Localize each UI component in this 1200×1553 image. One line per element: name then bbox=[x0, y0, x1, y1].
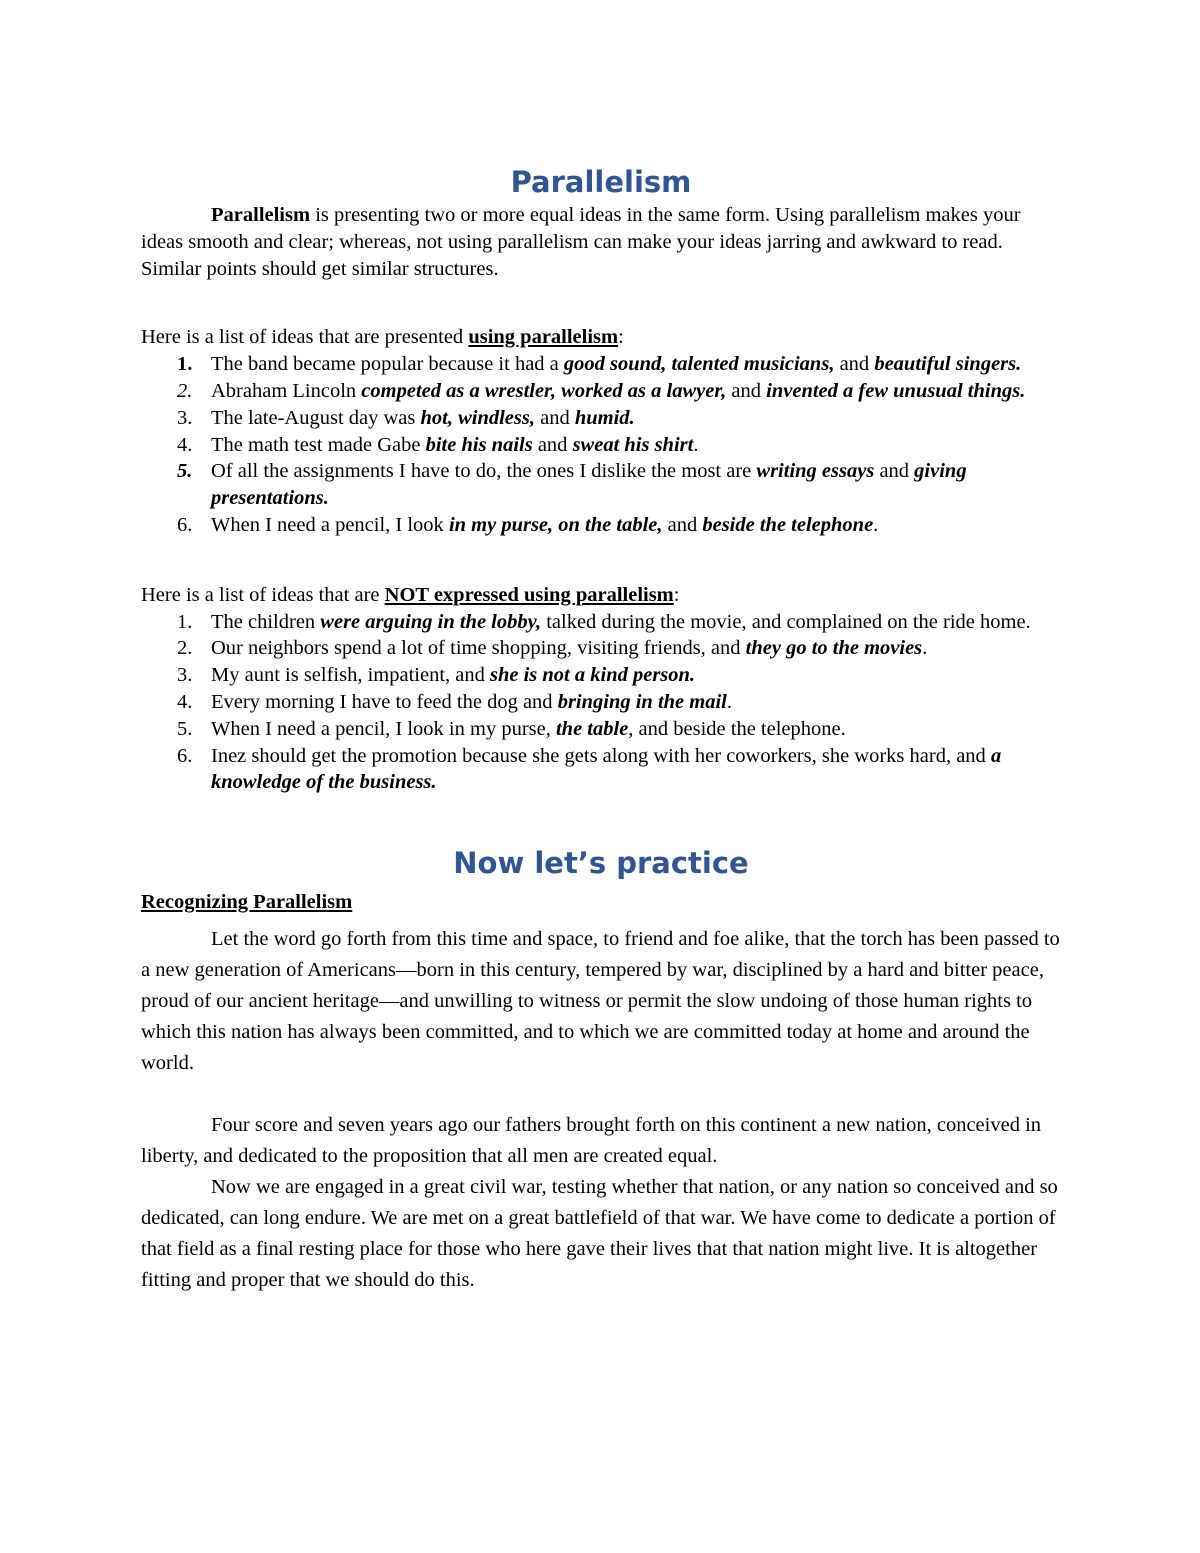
list-item-emphasis: invented a few unusual things. bbox=[766, 379, 1026, 402]
list-item-text: , and beside the telephone. bbox=[628, 717, 846, 740]
list-item bbox=[141, 609, 1061, 636]
list-item-text: Of all the assignments I have to do, the ones I dislike the most are bbox=[211, 460, 757, 483]
list-item-text: and bbox=[874, 460, 915, 483]
list-item bbox=[141, 432, 1061, 459]
list-item-emphasis: were arguing in the lobby, bbox=[320, 610, 542, 633]
list-item-text: The band became popular because it had a bbox=[211, 353, 564, 376]
list-item-text: The late-August day was bbox=[211, 406, 421, 429]
list-item-emphasis: sweat his shirt bbox=[572, 433, 694, 456]
intro-term: Parallelism bbox=[211, 204, 311, 226]
list-item-emphasis: they go to the movies bbox=[745, 637, 923, 660]
nonparallel-list bbox=[141, 609, 1061, 797]
nonparallel-list-emphasis: NOT expressed using parallelism bbox=[384, 583, 674, 606]
list-item-number: 1. bbox=[177, 610, 193, 633]
intro-paragraph bbox=[141, 202, 1061, 282]
list-item-text: talked during the movie, and complained on the ride home. bbox=[541, 610, 1031, 633]
list-item-text: When I need a pencil, I look bbox=[211, 513, 449, 536]
list-item bbox=[141, 689, 1061, 716]
list-item bbox=[141, 512, 1061, 539]
list-item-text: When I need a pencil, I look in my purse, bbox=[211, 717, 556, 740]
list-item-number: 5. bbox=[177, 717, 193, 740]
list-item-text: Our neighbors spend a lot of time shopping, visiting friends, and bbox=[211, 637, 746, 660]
list-item-number: 2. bbox=[177, 637, 193, 660]
list-item bbox=[141, 378, 1061, 405]
list-item bbox=[141, 743, 1061, 797]
list-item-emphasis: bringing in the mail bbox=[557, 690, 727, 713]
list-item-text: The children bbox=[211, 610, 321, 633]
list-item-text: and bbox=[535, 406, 575, 429]
practice-paragraph-1: Let the word go forth from this time and space, to friend and foe alike, that the torch has been passed to a new generation of Americans—born in this century, tempered by war, disciplined by a hard and bitter peace, proud of our ancient heritage—and unwilling to witness or permit the slow undoing of those human rights to which this nation has always been committed, and to which we are committed today at home and around the world. bbox=[141, 927, 1060, 1074]
list-item-number: 4. bbox=[177, 690, 193, 713]
list-item-emphasis: bite his nails bbox=[425, 433, 533, 456]
list-item-text: . bbox=[873, 513, 879, 536]
list-item bbox=[141, 405, 1061, 432]
list-item-text: and bbox=[726, 379, 767, 402]
list-item-emphasis: she is not a kind person. bbox=[490, 664, 696, 687]
document-content bbox=[141, 162, 1061, 1296]
list-item bbox=[141, 716, 1061, 743]
list-item-number: 3. bbox=[177, 664, 193, 687]
list-item-emphasis: good sound, talented musicians, bbox=[563, 353, 835, 376]
parallel-list-emphasis: using parallelism bbox=[468, 326, 619, 349]
list-item-text: and bbox=[662, 513, 703, 536]
nonparallel-list-lead: Here is a list of ideas that are bbox=[141, 583, 385, 606]
list-item-text: and bbox=[834, 353, 875, 376]
list-item-emphasis: humid. bbox=[574, 406, 635, 429]
parallel-list-lead: Here is a list of ideas that are presented bbox=[141, 326, 469, 349]
list-item-number: 5. bbox=[177, 460, 193, 483]
list-item bbox=[141, 635, 1061, 662]
list-item bbox=[141, 458, 1061, 512]
list-item-text: Abraham Lincoln bbox=[211, 379, 362, 402]
list-item-text: . bbox=[693, 433, 699, 456]
list-item-number: 2. bbox=[177, 379, 193, 402]
list-item-emphasis: competed as a wrestler, worked as a lawyer, bbox=[361, 379, 727, 402]
parallel-list bbox=[141, 351, 1061, 539]
list-item-emphasis: a knowledge of the business. bbox=[211, 744, 1002, 794]
practice-paragraph-2: Four score and seven years ago our fathers brought forth on this continent a new nation, conceived in liberty, and dedicated to the proposition that all men are created equal. bbox=[141, 1113, 1042, 1167]
list-item-text: Inez should get the promotion because she gets along with her coworkers, she works hard, and bbox=[211, 744, 991, 767]
list-item-emphasis: writing essays bbox=[756, 460, 875, 483]
list-item-text: Every morning I have to feed the dog and bbox=[211, 690, 558, 713]
list-item-text: and bbox=[532, 433, 573, 456]
page-title: Parallelism bbox=[510, 165, 692, 199]
parallel-list-intro bbox=[141, 324, 1061, 351]
practice-subheading: Recognizing Parallelism bbox=[141, 891, 353, 914]
list-item-number: 1. bbox=[177, 353, 193, 376]
nonparallel-list-colon: : bbox=[673, 583, 680, 606]
list-item-text: . bbox=[922, 637, 928, 660]
parallel-list-colon: : bbox=[618, 326, 624, 349]
practice-paragraph-3: Now we are engaged in a great civil war, testing whether that nation, or any nation so conceived and so dedicated, can long endure. We are met on a great battlefield of that war. We have come to dedicate a portion of that field as a final resting place for those who here gave their lives that that nation might live. It is altogether fitting and proper that we should do this. bbox=[141, 1175, 1058, 1291]
list-item-emphasis: beside the telephone bbox=[702, 513, 874, 536]
list-item-emphasis: beautiful singers. bbox=[874, 353, 1022, 376]
list-item-text: . bbox=[726, 690, 732, 713]
intro-text: is presenting two or more equal ideas in the same form. Using parallelism makes your ideas smooth and clear; whereas, not using parallelism can make your ideas jarring and awkward to read. Similar points should get similar structures. bbox=[141, 204, 1021, 280]
list-item-number: 4. bbox=[177, 433, 193, 456]
nonparallel-list-intro bbox=[141, 582, 1061, 609]
practice-title: Now let’s practice bbox=[453, 846, 749, 881]
list-item-text: My aunt is selfish, impatient, and bbox=[211, 664, 490, 687]
list-item-number: 6. bbox=[177, 744, 193, 767]
list-item-emphasis: in my purse, on the table, bbox=[448, 513, 663, 536]
list-item-emphasis: the table bbox=[555, 717, 629, 740]
list-item bbox=[141, 662, 1061, 689]
list-item-number: 3. bbox=[177, 406, 193, 429]
list-item-emphasis: hot, windless, bbox=[420, 406, 535, 429]
list-item-emphasis: giving presentations. bbox=[211, 460, 967, 510]
list-item-text: The math test made Gabe bbox=[211, 433, 426, 456]
list-item bbox=[141, 351, 1061, 378]
list-item-number: 6. bbox=[177, 513, 193, 536]
